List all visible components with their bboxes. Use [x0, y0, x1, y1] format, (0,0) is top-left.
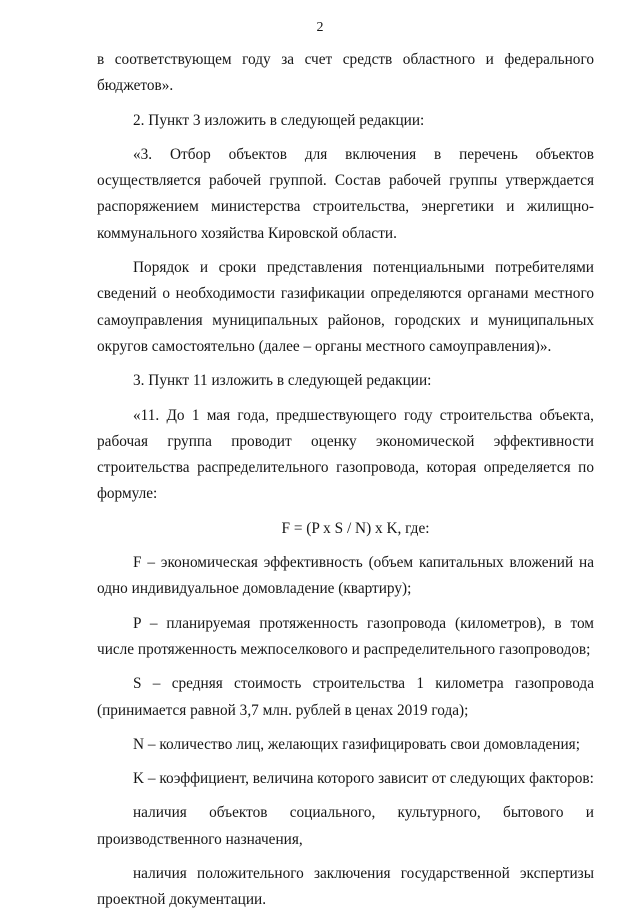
formula: F = (P x S / N) x K, где:	[281, 519, 430, 537]
factor-facilities: наличия объектов социального, культурного, бытового и производственного назначения,	[97, 804, 594, 848]
document-body	[97, 47, 594, 914]
definition-f: F – экономическая эффективность (объем капитальных вложений на одно индивидуальное домовладение (квартиру);	[97, 554, 594, 598]
definition-n: N – количество лиц, желающих газифицировать свои домовладения;	[133, 735, 580, 753]
definition-k: K – коэффициент, величина которого зависит от следующих факторов:	[133, 770, 594, 788]
paragraph-item-2-heading: 2. Пункт 3 изложить в следующей редакции:	[133, 111, 425, 129]
definition-p: P – планируемая протяженность газопровода (километров), в том числе протяженность межпоселкового и распределительного газопроводов;	[97, 614, 594, 658]
factor-expertise: наличия положительного заключения государственной экспертизы проектной документации.	[97, 865, 594, 909]
paragraph-item-3-heading: 3. Пункт 11 изложить в следующей редакции:	[133, 372, 432, 390]
paragraph-point-3-selection: «3. Отбор объектов для включения в перечень объектов осуществляется рабочей группой. Состав рабочей группы утверждается распоряжением министерства строительства, энергетики и жилищно-коммунального хозяйства Кировской области.	[97, 145, 594, 242]
paragraph-procedure-deadlines: Порядок и сроки представления потенциальными потребителями сведений о необходимости газификации определяются органами местного самоуправления муниципальных районов, городских и муниципальных округов самостоятельно (далее – органы местного самоуправления)».	[97, 259, 594, 355]
paragraph-budget-end: в соответствующем году за счет средств областного и федерального бюджетов».	[97, 51, 594, 95]
page-number: 2	[316, 20, 324, 35]
definition-s: S – средняя стоимость строительства 1 километра газопровода (принимается равной 3,7 млн. рублей в ценах 2019 года);	[97, 675, 594, 719]
paragraph-point-11-evaluation: «11. До 1 мая года, предшествующего году строительства объекта, рабочая группа проводит оценку экономической эффективности строительства распределительного газопровода, которая определяется по формуле:	[97, 406, 594, 503]
